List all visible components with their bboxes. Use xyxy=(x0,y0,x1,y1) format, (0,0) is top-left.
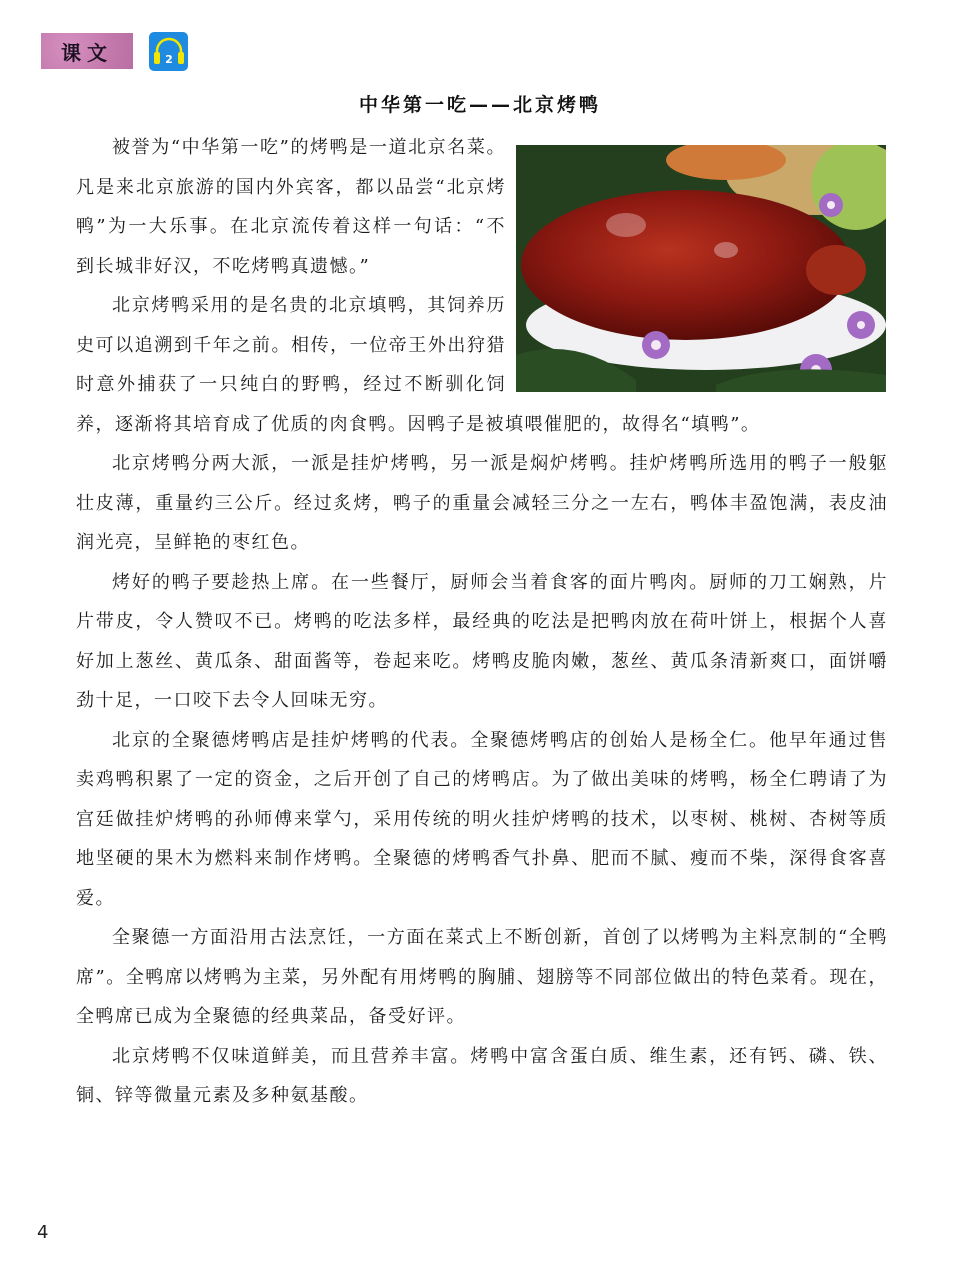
page-number: 4 xyxy=(37,1222,49,1243)
article-body xyxy=(76,128,888,1116)
paragraph: 北京烤鸭不仅味道鲜美，而且营养丰富。烤鸭中富含蛋白质、维生素，还有钙、磷、铁、铜、锌等微量元素及多种氨基酸。 xyxy=(76,1045,888,1106)
article-title: 中华第一吃——北京烤鸭 xyxy=(358,94,601,116)
audio-track-button[interactable] xyxy=(149,32,188,71)
headphones-icon xyxy=(151,34,187,70)
section-label-text: 课文 xyxy=(61,40,113,65)
section-label xyxy=(41,33,133,69)
audio-track-number: 2 xyxy=(164,52,173,66)
paragraph: 北京的全聚德烤鸭店是挂炉烤鸭的代表。全聚德烤鸭店的创始人是杨全仁。他早年通过售卖鸡鸭积累了一定的资金，之后开创了自己的烤鸭店。为了做出美味的烤鸭，杨全仁聘请了为宫廷做挂炉烤鸭的孙师傅来掌勺，采用传统的明火挂炉烤鸭的技术，以枣树、桃树、杏树等质地坚硬的果木为燃料来制作烤鸭。全聚德的烤鸭香气扑鼻、肥而不腻、瘦而不柴，深得食客喜爱。 xyxy=(76,729,888,909)
image-spacer xyxy=(506,128,888,398)
paragraph: 北京烤鸭采用的是名贵的北京填鸭，其饲养历史可以追溯到千年之前。相传，一位帝王外出狩猎时意外捕获了一只纯白的野鸭，经过不断驯化饲养，逐渐将其培育成了优质的肉食鸭。因鸭子是被填喂催肥的，故得名“填鸭”。 xyxy=(76,295,761,435)
paragraph: 烤好的鸭子要趁热上席。在一些餐厅，厨师会当着食客的面片鸭肉。厨师的刀工娴熟，片片带皮，令人赞叹不已。烤鸭的吃法多样，最经典的吃法是把鸭肉放在荷叶饼上，根据个人喜好加上葱丝、黄瓜条、甜面酱等，卷起来吃。烤鸭皮脆肉嫩，葱丝、黄瓜条清新爽口，面饼嚼劲十足，一口咬下去令人回味无穷。 xyxy=(76,571,888,711)
paragraph: 被誉为“中华第一吃”的烤鸭是一道北京名菜。凡是来北京旅游的国内外宾客，都以品尝“北京烤鸭”为一大乐事。在北京流传着这样一句话：“不到长城非好汉，不吃烤鸭真遗憾。” xyxy=(76,137,506,277)
paragraph: 全聚德一方面沿用古法烹饪，一方面在菜式上不断创新，首创了以烤鸭为主料烹制的“全鸭席”。全鸭席以烤鸭为主菜，另外配有用烤鸭的胸脯、翅膀等不同部位做出的特色菜肴。现在，全鸭席已成为全聚德的经典菜品，备受好评。 xyxy=(76,927,888,1027)
paragraph: 北京烤鸭分两大派，一派是挂炉烤鸭，另一派是焖炉烤鸭。挂炉烤鸭所选用的鸭子一般躯壮皮薄，重量约三公斤。经过炙烤，鸭子的重量会减轻三分之一左右，鸭体丰盈饱满，表皮油润光亮，呈鲜艳的枣红色。 xyxy=(76,453,888,553)
